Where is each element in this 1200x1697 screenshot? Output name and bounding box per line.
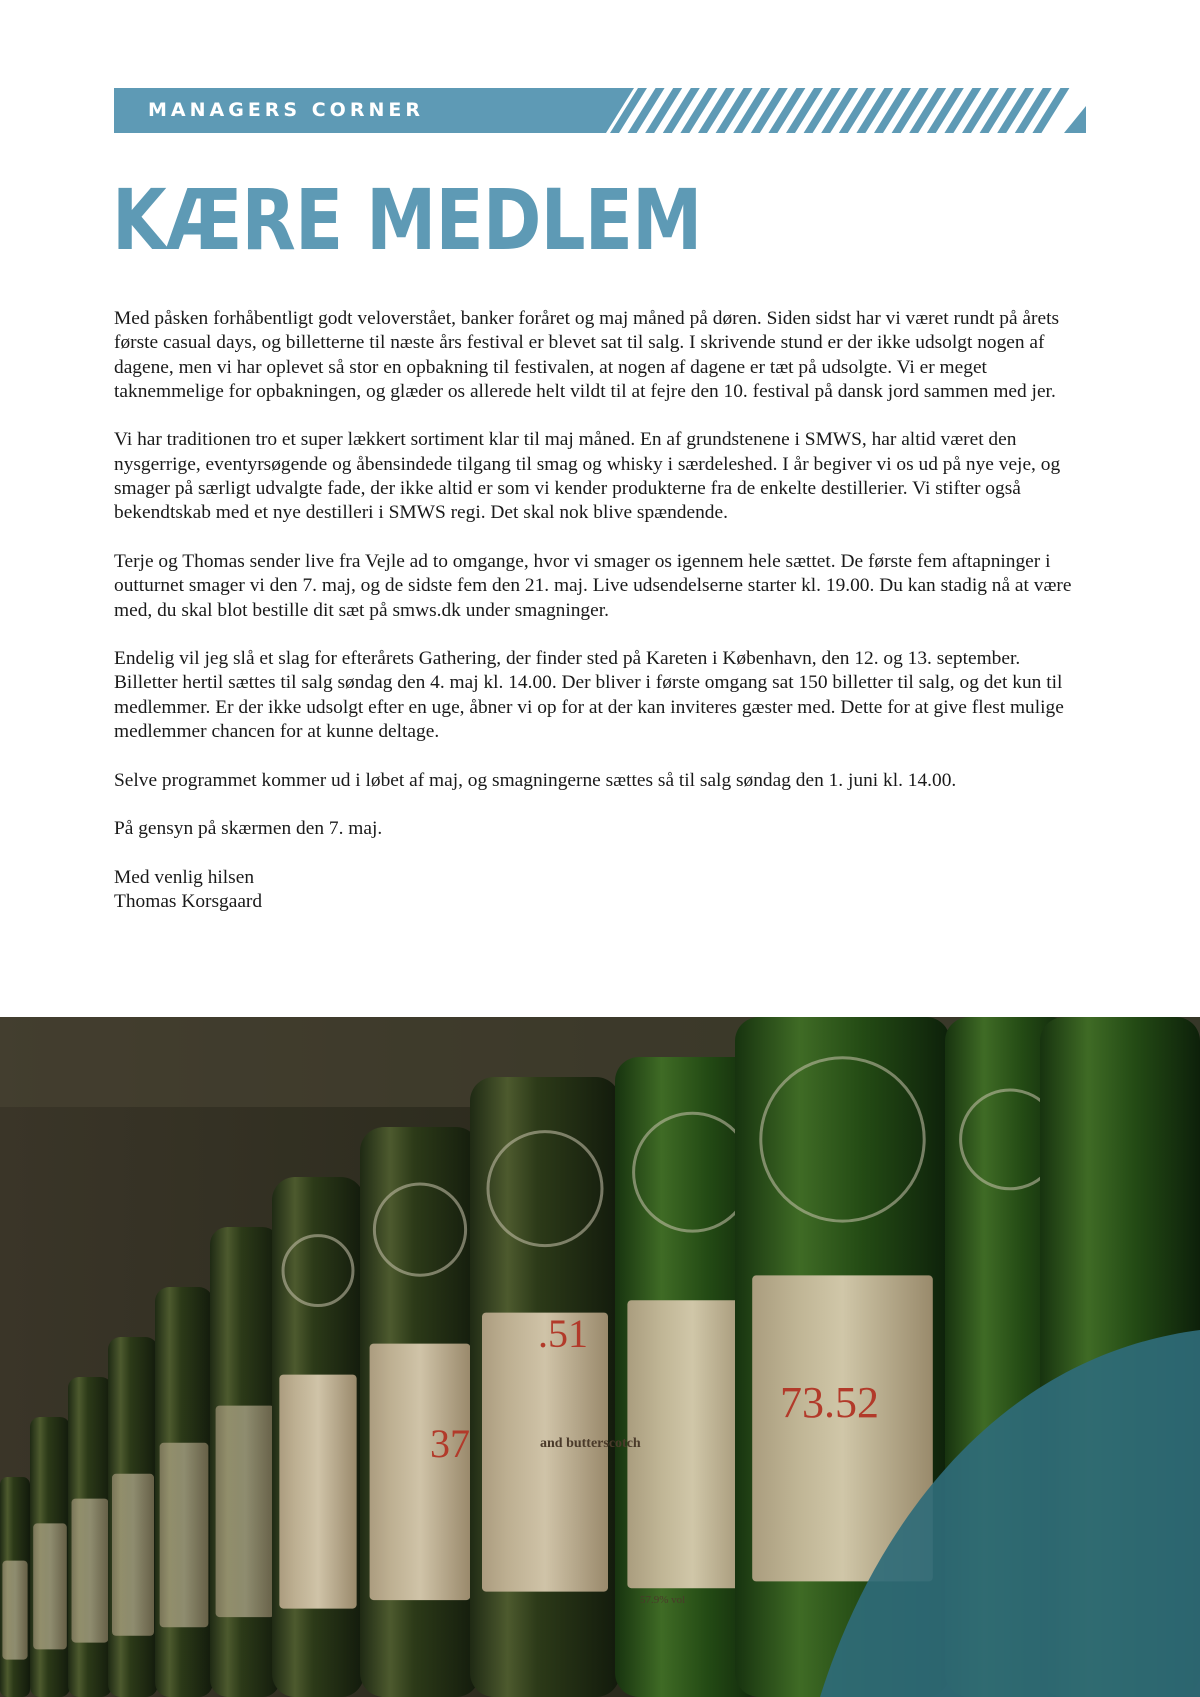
bottle-label bbox=[370, 1344, 471, 1601]
paragraph: Vi har traditionen tro et super lækkert sortiment klar til maj måned. En af grundstenene i SMWS, har altid været den nysgerrige, eventyrsøgende og åbensindede tilgang til smag og whisky i særdeleshed. I år begiver vi os ud på nye veje, og smager på særligt udvalgte fade, der ikke altid er som vi kender produkterne fra de enkelte destillerier. Vi stifter også bekendtskab med et nye destilleri i SMWS regi. Det skal nok blive spændende. bbox=[114, 429, 1061, 524]
bottle-label bbox=[216, 1406, 275, 1618]
label-number: 37 bbox=[430, 1421, 470, 1466]
paragraph: På gensyn på skærmen den 7. maj. bbox=[114, 818, 383, 840]
label-number: 73.52 bbox=[780, 1378, 879, 1427]
label-number: .51 bbox=[538, 1311, 588, 1356]
signature: Thomas Korsgaard bbox=[114, 891, 263, 913]
bottle-label bbox=[72, 1499, 109, 1643]
whisky-bottles-photo bbox=[0, 1017, 1200, 1697]
bottle-label bbox=[279, 1375, 356, 1609]
paragraph: Terje og Thomas sender live fra Vejle ad to omgange, hvor vi smager os igennem hele sættet. De første fem aftapninger i outturnet smager vi den 7. maj, og de sidste fem den 21. maj. Live udsendelserne starter kl. 19.00. Du kan stadig nå at være med, du skal blot bestille dit sæt på smws.dk under smagninger. bbox=[114, 550, 1072, 621]
bottle-label bbox=[33, 1523, 67, 1649]
page-title: KÆRE MEDLEM bbox=[112, 171, 702, 269]
bottle-label bbox=[2, 1561, 27, 1660]
bottles-illustration bbox=[0, 1017, 1200, 1697]
article-body bbox=[114, 307, 1088, 939]
bottle-label bbox=[160, 1443, 209, 1628]
paragraph: Selve programmet kommer ud i løbet af maj, og smagningerne sættes så til salg søndag den 1. juni kl. 14.00. bbox=[114, 769, 957, 791]
bottle-label bbox=[112, 1474, 154, 1636]
section-banner bbox=[114, 88, 1086, 133]
closing-line: Med venlig hilsen bbox=[114, 866, 255, 888]
section-label: MANAGERS CORNER bbox=[148, 99, 424, 121]
label-flavour: and butterscotch bbox=[540, 1436, 641, 1451]
abv-label: 57.9% vol bbox=[640, 1594, 686, 1606]
paragraph: Med påsken forhåbentligt godt veloverstået, banker foråret og maj måned på døren. Siden sidst har vi været rundt på årets første casual days, og billetterne til næste års festival er blevet sat til salg. I skrivende stund er der ikke udsolgt nogen af dagene, men vi har oplevet så stor en opbakning til festivalen, at nogen af dagene er tæt på udsolgte. Vi er meget taknemmelige for opbakningen, og glæder os allerede helt vildt til at fejre den 10. festival på dansk jord sammen med jer. bbox=[114, 308, 1060, 402]
sign-off bbox=[114, 866, 1088, 915]
paragraph: Endelig vil jeg slå et slag for efterårets Gathering, der finder sted på Kareten i København, den 12. og 13. september. Billetter hertil sættes til salg søndag den 4. maj kl. 14.00. Der bliver i første omgang sat 150 billetter til salg, og det kun til medlemmer. Er der ikke udsolgt efter en uge, åbner vi op for at der kan inviteres gæster med. Dette for at give flest mulige medlemmer chancen for at kunne deltage. bbox=[114, 648, 1064, 743]
